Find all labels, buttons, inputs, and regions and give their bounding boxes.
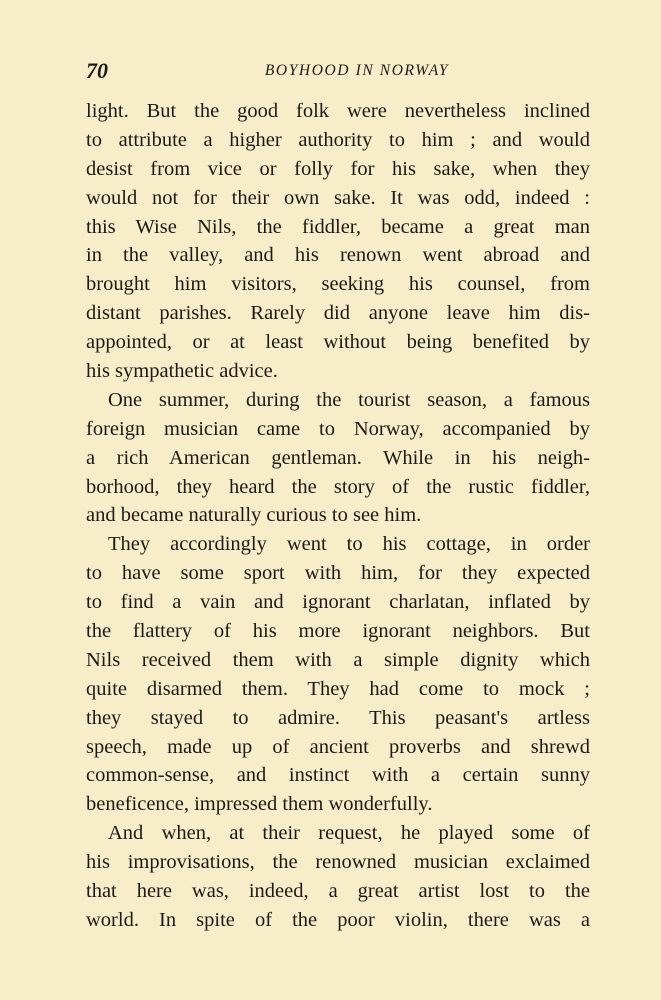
running-title: BOYHOOD IN NORWAY — [264, 62, 450, 79]
text-line: to have some sport with him, for they expected — [86, 562, 590, 585]
text-line: And when, at their request, he played some of — [108, 822, 590, 845]
text-line: One summer, during the tourist season, a famous — [108, 388, 590, 411]
text-line: that here was, indeed, a great artist lost to the — [86, 880, 590, 903]
text-line: Nils received them with a simple dignity which — [86, 648, 590, 671]
text-line: they stayed to admire. This peasant's artless — [86, 706, 590, 729]
text-line: They accordingly went to his cottage, in order — [108, 533, 590, 556]
text-line: beneficence, impressed them wonderfully. — [86, 793, 433, 816]
text-line: a rich American gentleman. While in his neigh- — [86, 446, 590, 469]
body-text — [86, 97, 590, 935]
text-line: and became naturally curious to see him. — [86, 504, 422, 527]
text-line: foreign musician came to Norway, accompanied by — [86, 417, 590, 440]
text-line: his sympathetic advice. — [86, 360, 278, 383]
text-line: appointed, or at least without being benefited by — [86, 331, 590, 354]
text-line: the flattery of his more ignorant neighbors. But — [86, 620, 590, 643]
text-line: common-sense, and instinct with a certain sunny — [86, 764, 590, 787]
text-line: quite disarmed them. They had come to mock ; — [86, 677, 590, 700]
text-line: light. But the good folk were nevertheless inclined — [86, 100, 590, 122]
text-line: to attribute a higher authority to him ; and would — [86, 128, 590, 151]
text-line: distant parishes. Rarely did anyone leave him dis- — [86, 302, 590, 325]
text-line: would not for their own sake. It was odd, indeed : — [86, 186, 590, 209]
text-line: to find a vain and ignorant charlatan, inflated by — [86, 591, 590, 614]
page-number: 70 — [86, 58, 108, 83]
text-line: speech, made up of ancient proverbs and shrewd — [86, 735, 590, 758]
text-line: borhood, they heard the story of the rustic fiddler, — [86, 475, 590, 498]
text-line: this Wise Nils, the fiddler, became a great man — [86, 215, 590, 238]
text-line: in the valley, and his renown went abroad and — [86, 244, 590, 267]
text-line: brought him visitors, seeking his counsel, from — [86, 273, 590, 296]
text-line: desist from vice or folly for his sake, when they — [86, 157, 590, 180]
page-header — [86, 58, 590, 84]
text-line: world. In spite of the poor violin, there was a — [86, 908, 590, 931]
text-line: his improvisations, the renowned musician exclaimed — [86, 851, 590, 874]
